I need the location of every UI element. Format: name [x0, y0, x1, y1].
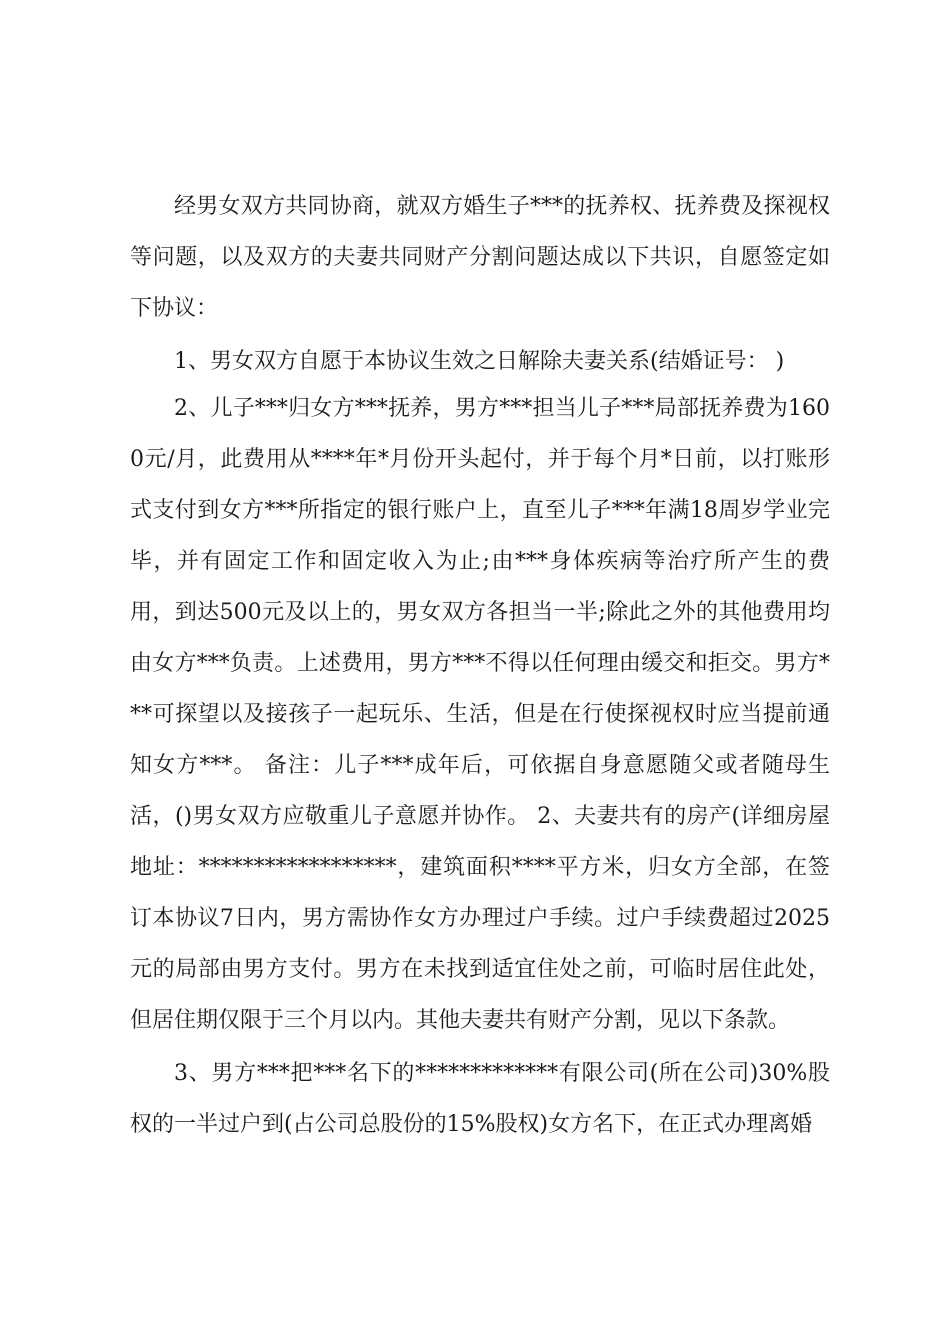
paragraph-clause-1: 1、男女双方自愿于本协议生效之日解除夫妻关系(结婚证号： ): [174, 349, 785, 374]
document-body: [130, 181, 830, 1150]
paragraph-clause-3: 3、男方***把***名下的*************有限公司(所在公司)30%股权的一半过户到(占公司总股份的15%股权)女方名下，在正式办理离婚: [130, 1061, 830, 1137]
paragraph-intro: 经男女双方共同协商，就双方婚生子***的抚养权、抚养费及探视权等问题，以及双方的夫妻共同财产分割问题达成以下共识，自愿签定如下协议：: [130, 194, 830, 321]
paragraph-clause-2: 2、儿子***归女方***抚养，男方***担当儿子***局部抚养费为1600元/月，此费用从****年*月份开头起付，并于每个月*日前，以打账形式支付到女方***所指定的银行账户上，直至儿子***年满18周岁学业完毕，并有固定工作和固定收入为止;由***身体疾病等治疗所产生的费用，到达500元及以上的，男女双方各担当一半;除此之外的其他费用均由女方***负责。上述费用，男方***不得以任何理由缓交和拒交。男方***可探望以及接孩子一起玩乐、生活，但是在行使探视权时应当提前通知女方***。 备注：儿子***成年后，可依据自身意愿随父或者随母生活，()男女双方应敬重儿子意愿并协作。 2、夫妻共有的房产(详细房屋地址：******************，建筑面积****平方米，归女方全部，在签订本协议7日内，男方需协作女方办理过户手续。过户手续费超过2025元的局部由男方支付。男方在未找到适宜住处之前，可临时居住此处，但居住期仅限于三个月以内。其他夫妻共有财产分割，见以下条款。: [130, 396, 830, 1033]
